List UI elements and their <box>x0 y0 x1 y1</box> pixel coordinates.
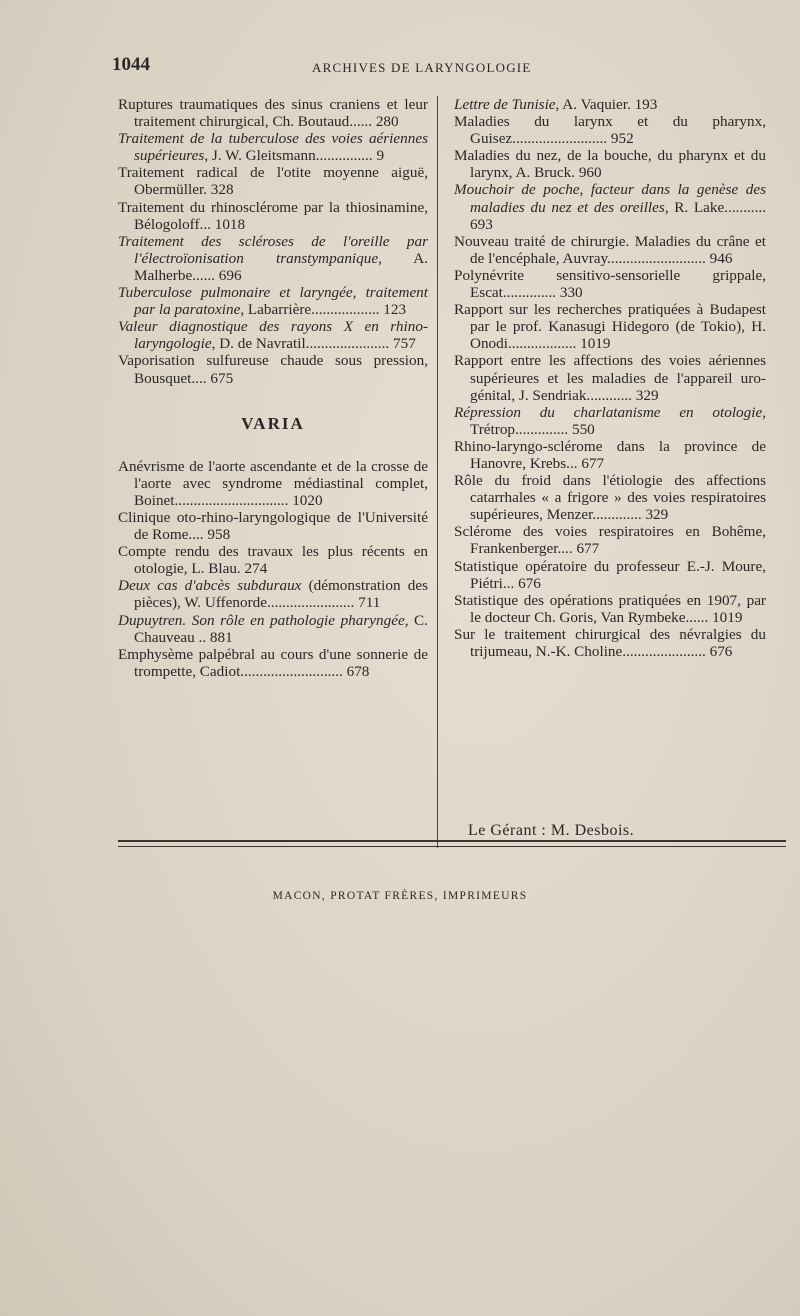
index-entry <box>118 646 428 680</box>
entry-page-number: 274 <box>244 560 268 578</box>
entry-page-number: 123 <box>383 301 407 319</box>
entry-page-number: 280 <box>375 113 399 131</box>
varia-entries-list <box>118 458 428 680</box>
entry-italic-title: Répression du charlatanisme en otologie <box>454 403 763 421</box>
printer-line: MACON, PROTAT FRÈRES, IMPRIMEURS <box>272 890 528 902</box>
index-entry <box>118 612 428 646</box>
entry-text: , D. de Navratil...................... <box>211 335 390 353</box>
entry-page-number: 676 <box>518 574 541 592</box>
entry-text: Vaporisation sulfureuse chaude sous pression, Bousquet.... <box>118 352 428 387</box>
entry-text: Rapport sur les recherches pratiquées à Budapest par le prof. Kanasugi Hidegoro (de Tokio), H. Onodi.................. <box>454 301 766 353</box>
entry-page-number: 193 <box>634 96 658 113</box>
index-entry <box>454 352 766 403</box>
entry-page-number: 696 <box>218 266 242 284</box>
index-entry <box>118 458 428 509</box>
entry-text: Rhino-laryngo-sclérome dans la province de Hanovre, Krebs... <box>454 437 766 472</box>
section-title-varia: VARIA <box>241 413 305 433</box>
entry-page-number: 711 <box>358 594 381 612</box>
entry-italic-title: Mouchoir de poche, facteur dans la genèse des maladies du nez et des oreilles <box>454 181 766 216</box>
index-entry <box>118 233 428 284</box>
index-entry <box>454 472 766 523</box>
entry-text: Polynévrite sensitivo-sensorielle grippale, Escat.............. <box>454 266 766 302</box>
entry-text: Sclérome des voies respiratoires en Bohême, Frankenberger.... <box>454 523 766 558</box>
index-entry <box>454 438 766 472</box>
index-entry <box>118 164 428 198</box>
entry-text: Sur le traitement chirurgical des névralgies du trijumeau, N.-K. Choline...................... <box>454 625 766 660</box>
entry-text: , R. Lake........... <box>664 198 766 216</box>
index-entry <box>454 147 766 181</box>
index-entry <box>454 404 766 438</box>
index-entry <box>118 284 428 318</box>
entry-page-number: 1019 <box>580 335 611 353</box>
entry-page-number: 1018 <box>214 215 246 233</box>
entry-text: Rôle du froid dans l'étiologie des affections catarrhales « a frigore » des voies respiratoires supérieures, Menzer............. <box>454 472 766 524</box>
footer-rule-thin <box>118 846 786 847</box>
entry-text: , Trétrop.............. <box>470 403 766 438</box>
entry-page-number: 757 <box>393 335 416 353</box>
index-entry <box>118 509 428 543</box>
entry-page-number: 960 <box>578 164 602 182</box>
entry-page-number: 676 <box>709 643 733 660</box>
entry-page-number: 328 <box>210 181 234 199</box>
index-entry <box>118 543 428 577</box>
entry-page-number: 952 <box>610 130 634 148</box>
entry-page-number: 677 <box>576 540 600 558</box>
entry-page-number: 881 <box>209 628 233 646</box>
index-entry <box>454 626 766 660</box>
entry-page-number: 677 <box>581 454 605 472</box>
entry-text: Traitement du rhinosclérome par la thiosinamine, Bélogoloff... <box>118 198 428 233</box>
entry-text: Maladies du nez, de la bouche, du pharynx et du larynx, A. Bruck. <box>454 147 766 182</box>
right-entries-list <box>454 96 766 660</box>
entry-page-number: 946 <box>709 249 733 267</box>
entry-text: Emphysème palpébral au cours d'une sonnerie de trompette, Cadiot........................... <box>118 645 428 680</box>
index-entry <box>454 113 766 147</box>
entry-page-number: 9 <box>376 147 385 165</box>
entry-text: Ruptures traumatiques des sinus craniens et leur traitement chirurgical, Ch. Boutaud...... <box>118 96 428 131</box>
entry-page-number: 329 <box>645 506 669 524</box>
entry-italic-title: Traitement de la tuberculose des voies aériennes supérieures <box>118 130 428 165</box>
entry-italic-title: Lettre de Tunisie <box>454 96 556 113</box>
entry-text: Compte rendu des travaux les plus récents en otologie, L. Blau. <box>118 543 428 578</box>
entry-italic-title: Tuberculose pulmonaire et laryngée, traitement par la paratoxine <box>118 284 428 319</box>
entry-text: Rapport entre les affections des voies aériennes supérieures et les maladies de l'appareil uro-génital, J. Sendriak............ <box>454 352 766 404</box>
entry-page-number: 329 <box>635 386 659 404</box>
entry-page-number: 675 <box>210 369 234 387</box>
entry-text: (démonstration des pièces), W. Uffenorde....................... <box>134 577 428 612</box>
left-entries-list <box>118 96 428 387</box>
entry-page-number: 330 <box>559 284 583 302</box>
index-entry <box>454 592 766 626</box>
entry-text: Statistique des opérations pratiquées en 1907, par le docteur Ch. Goris, Van Rymbeke...... <box>454 591 766 626</box>
page-header <box>112 54 792 84</box>
index-entry <box>454 181 766 232</box>
entry-text: Anévrisme de l'aorte ascendante et de la crosse de l'aorte avec syndrome médiastinal complet, Boinet.............................. <box>118 457 428 509</box>
index-entry <box>454 267 766 301</box>
entry-italic-title: Valeur diagnostique des rayons X en rhino-laryngologie <box>118 318 428 353</box>
index-entry <box>454 301 766 352</box>
entry-page-number: 958 <box>207 526 231 544</box>
entry-text: Clinique oto-rhino-laryngologique de l'Université de Rome.... <box>118 508 428 544</box>
entry-text: , A. Vaquier. <box>555 96 631 113</box>
entry-text: Statistique opératoire du professeur E.-J. Moure, Piétri... <box>454 557 766 592</box>
index-entry <box>118 352 428 386</box>
index-entry <box>118 130 428 164</box>
entry-page-number: 550 <box>571 420 595 438</box>
entry-italic-title: Dupuytren. Son rôle en pathologie pharyngée <box>118 611 405 629</box>
entry-page-number: 678 <box>346 662 370 680</box>
left-column <box>118 96 428 680</box>
entry-page-number: 693 <box>470 215 493 233</box>
gerant-line: Le Gérant : M. Desbois. <box>468 822 635 839</box>
entry-text: Traitement radical de l'otite moyenne aiguë, Obermüller. <box>118 164 428 199</box>
index-entry <box>118 577 428 611</box>
footer-rule-thick <box>118 840 786 842</box>
page-number: 1044 <box>112 54 150 75</box>
index-entry <box>454 96 766 113</box>
index-entry <box>118 96 428 130</box>
entry-page-number: 1019 <box>712 608 743 626</box>
entry-page-number: 1020 <box>292 491 323 509</box>
running-title: ARCHIVES DE LARYNGOLOGIE <box>312 60 532 75</box>
entry-text: , J. W. Gleitsmann............... <box>204 147 373 165</box>
index-entry <box>118 199 428 233</box>
entry-italic-title: Deux cas d'abcès subduraux <box>118 577 302 595</box>
index-entry <box>454 233 766 267</box>
entry-text: , A. Malherbe...... <box>134 249 428 284</box>
entry-text: , Labarrière.................. <box>240 301 380 319</box>
index-entry <box>118 318 428 352</box>
entry-italic-title: Traitement des scléroses de l'oreille par l'électroïonisation transtympanique <box>118 232 428 267</box>
entry-text: , C. Chauveau .. <box>134 611 428 646</box>
entry-text: Nouveau traité de chirurgie. Maladies du crâne et de l'encéphale, Auvray.......................... <box>454 232 766 267</box>
entry-text: Maladies du larynx et du pharynx, Guisez......................... <box>454 113 766 148</box>
right-column <box>454 96 766 660</box>
index-entry <box>454 523 766 557</box>
index-entry <box>454 558 766 592</box>
column-divider <box>437 96 438 848</box>
